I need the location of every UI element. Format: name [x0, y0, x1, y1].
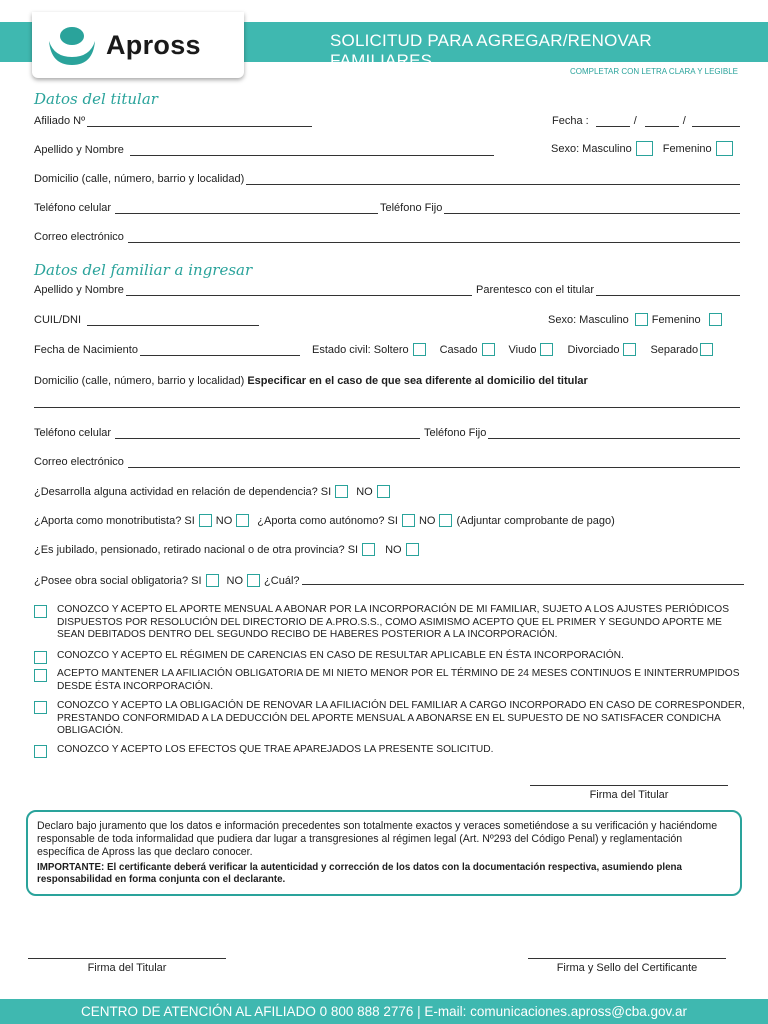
- q4-no-checkbox[interactable]: [406, 543, 419, 556]
- domicilio-familiar-field[interactable]: [34, 398, 740, 408]
- clause-text: ACEPTO MANTENER LA AFILIACIÓN OBLIGATORIA DE MI NIETO MENOR POR EL TÉRMINO DE 24 MESES CONTINUOS E ININTERRUMPIDOS DESDE ÉSTA INCORPORACIÓN.: [57, 668, 740, 692]
- casado-label: Casado: [439, 343, 478, 356]
- masculino-checkbox[interactable]: [636, 141, 653, 156]
- clause-5-checkbox[interactable]: [34, 745, 47, 758]
- parentesco-label: Parentesco con el titular: [476, 284, 595, 296]
- cuil-label: CUIL/DNI: [34, 314, 82, 326]
- q4-si-checkbox[interactable]: [362, 543, 375, 556]
- correo-label: Correo electrónico: [34, 231, 124, 243]
- femenino-label: Femenino: [662, 142, 712, 155]
- logo: [32, 12, 244, 78]
- q1-label: ¿Desarrolla alguna actividad en relación de dependencia? SI: [34, 485, 332, 498]
- domicilio-titular-field[interactable]: [34, 173, 740, 185]
- declaration-text: Declaro bajo juramento que los datos e información precedentes son totalmente exactos y veraces sometiéndose a su verificación y haciéndome responsable de toda informalidad que pudiera dar lugar a transgresiones al régimen legal (Art. Nº293 del Código Penal) y reglamentación específica de Apross las que declaro conocer.: [37, 820, 718, 858]
- apellido-titular-field[interactable]: [34, 144, 494, 156]
- afiliado-field[interactable]: [34, 115, 312, 127]
- correo-titular-field[interactable]: [34, 231, 740, 243]
- signature-line-certificante[interactable]: [528, 958, 726, 959]
- clause-1-checkbox[interactable]: [34, 605, 47, 618]
- apellido-label: Apellido y Nombre: [34, 284, 124, 296]
- clause-item: [32, 668, 746, 693]
- clause-2-checkbox[interactable]: [34, 651, 47, 664]
- telefono-celular-titular-field[interactable]: [34, 202, 378, 214]
- form-subtitle: COMPLETAR CON LETRA CLARA Y LEGIBLE: [569, 67, 738, 76]
- q5-row: [34, 574, 744, 587]
- telefono-celular-label: Teléfono celular: [34, 427, 112, 439]
- q4-label: ¿Es jubilado, pensionado, retirado nacional o de otra provincia? SI: [34, 543, 359, 556]
- telefono-celular-familiar-field[interactable]: [34, 427, 420, 439]
- declaration-box: [26, 810, 742, 896]
- correo-label: Correo electrónico: [34, 456, 124, 468]
- masculino-checkbox[interactable]: [635, 313, 648, 326]
- femenino-checkbox[interactable]: [716, 141, 733, 156]
- femenino-checkbox[interactable]: [709, 313, 722, 326]
- q2-label: ¿Aporta como monotributista? SI: [34, 514, 195, 527]
- q3-label: ¿Aporta como autónomo? SI: [257, 514, 398, 527]
- q3-no-checkbox[interactable]: [439, 514, 452, 527]
- casado-checkbox[interactable]: [482, 343, 495, 356]
- clause-4-checkbox[interactable]: [34, 701, 47, 714]
- signature-line-titular-bottom[interactable]: [28, 958, 226, 959]
- q5-no-checkbox[interactable]: [247, 574, 260, 587]
- clause-item: [32, 604, 746, 642]
- cuil-field[interactable]: [34, 314, 259, 326]
- clause-text: CONOZCO Y ACEPTO EL RÉGIMEN DE CARENCIAS EN CASO DE RESULTAR APLICABLE EN ÉSTA INCORPORACIÓN.: [57, 650, 624, 661]
- viudo-checkbox[interactable]: [540, 343, 553, 356]
- q4-no-label: NO: [385, 543, 402, 556]
- separado-checkbox[interactable]: [700, 343, 713, 356]
- afiliado-label: Afiliado Nº: [34, 115, 86, 127]
- sexo-label: Sexo: Masculino: [548, 313, 629, 326]
- q2-no-label: NO: [215, 514, 233, 527]
- domicilio-note: Especificar en el caso de que sea diferente al domicilio del titular: [247, 375, 588, 387]
- section-titular: Datos del titular: [34, 90, 158, 108]
- q1-si-checkbox[interactable]: [335, 485, 348, 498]
- apellido-familiar-field[interactable]: [34, 284, 472, 296]
- telefono-celular-label: Teléfono celular: [34, 202, 112, 214]
- domicilio-label: Domicilio (calle, número, barrio y localidad): [34, 375, 245, 387]
- estado-civil-label: Estado civil: Soltero: [312, 343, 409, 356]
- q5-cual-field[interactable]: [302, 577, 744, 585]
- telefono-fijo-titular-field[interactable]: [380, 202, 740, 214]
- soltero-checkbox[interactable]: [413, 343, 426, 356]
- divorciado-checkbox[interactable]: [623, 343, 636, 356]
- correo-familiar-field[interactable]: [34, 456, 740, 468]
- clause-text: CONOZCO Y ACEPTO LA OBLIGACIÓN DE RENOVAR LA AFILIACIÓN DEL FAMILIAR A CARGO INCORPORADO EN CASO DE CORRESPONDER, PRESTANDO CONFORMIDAD A LA DEDUCCIÓN DEL APORTE MENSUAL A ABONARSE EN EL SUPUESTO DE NO SATISFACER CONDICHA OBLIGACIÓN.: [57, 700, 745, 737]
- clause-item: [32, 650, 746, 664]
- apross-logo-icon: [46, 23, 98, 67]
- clause-text: CONOZCO Y ACEPTO EL APORTE MENSUAL A ABONAR POR LA INCORPORACIÓN DE MI FAMILIAR, SUJETO A LOS AJUSTES PERIÓDICOS DISPUESTOS POR RESOLUCIÓN DEL DIRECTORIO DE A.PRO.S.S., COMO ASIMISMO ACEPTO QUE EL PRIMER Y SEGUNDO APORTE ME SEAN DEBITADOS DENTRO DEL SEGUNDO RECIBO DE HABERES POSTERIOR A LA INCORPORACIÓN.: [57, 604, 729, 641]
- q5-si-checkbox[interactable]: [206, 574, 219, 587]
- declaration-important: IMPORTANTE: El certificante deberá verificar la autenticidad y corrección de los datos con la documentación respectiva, asumiendo plena responsabilidad en forma conjunta con el declarante.: [37, 862, 682, 885]
- q2-si-checkbox[interactable]: [199, 514, 212, 527]
- signature-line-titular[interactable]: [530, 785, 728, 786]
- clause-3-checkbox[interactable]: [34, 669, 47, 682]
- q5-cual-label: ¿Cuál?: [264, 574, 300, 587]
- sexo-label: Sexo: Masculino: [551, 142, 632, 155]
- header-corner: [728, 0, 768, 22]
- fecha-sep: /: [682, 115, 686, 127]
- telefono-fijo-label: Teléfono Fijo: [380, 202, 443, 214]
- apellido-label: Apellido y Nombre: [34, 144, 124, 156]
- telefono-fijo-label: Teléfono Fijo: [424, 427, 487, 439]
- q3-si-checkbox[interactable]: [402, 514, 415, 527]
- separado-label: Separado: [650, 343, 699, 356]
- footer-contact: CENTRO DE ATENCIÓN AL AFILIADO 0 800 888 2776 | E-mail: comunicaciones.apross@cba.gov.ar: [0, 999, 768, 1024]
- q3-no-label: NO: [418, 514, 436, 527]
- fecha-field[interactable]: [552, 115, 740, 127]
- domicilio-label: Domicilio (calle, número, barrio y localidad): [34, 173, 245, 185]
- q1-no-checkbox[interactable]: [377, 485, 390, 498]
- fecha-sep: /: [633, 115, 637, 127]
- fecha-label: Fecha :: [552, 115, 589, 127]
- q2-no-checkbox[interactable]: [236, 514, 249, 527]
- logo-text: Apross: [106, 29, 201, 60]
- femenino-label: Femenino: [651, 313, 701, 326]
- form-title: SOLICITUD PARA AGREGAR/RENOVAR FAMILIARES: [330, 31, 652, 70]
- q1-no-label: NO: [356, 485, 373, 498]
- clause-item: [32, 744, 746, 758]
- telefono-fijo-familiar-field[interactable]: [424, 427, 740, 439]
- clause-item: [32, 700, 746, 738]
- signature-label-titular: Firma del Titular: [589, 789, 669, 801]
- q3-note: (Adjuntar comprobante de pago): [456, 514, 615, 527]
- clause-text: CONOZCO Y ACEPTO LOS EFECTOS QUE TRAE APAREJADOS LA PRESENTE SOLICITUD.: [57, 744, 494, 755]
- signature-label-certificante: Firma y Sello del Certificante: [556, 962, 698, 974]
- q5-label: ¿Posee obra social obligatoria? SI: [34, 574, 202, 587]
- q5-no-label: NO: [226, 574, 244, 587]
- signature-label-titular-bottom: Firma del Titular: [87, 962, 167, 974]
- nacimiento-label: Fecha de Nacimiento: [34, 344, 138, 356]
- nacimiento-field[interactable]: [34, 344, 300, 356]
- parentesco-field[interactable]: [476, 284, 740, 296]
- viudo-label: Viudo: [508, 343, 537, 356]
- divorciado-label: Divorciado: [567, 343, 620, 356]
- section-familiar: Datos del familiar a ingresar: [34, 261, 253, 279]
